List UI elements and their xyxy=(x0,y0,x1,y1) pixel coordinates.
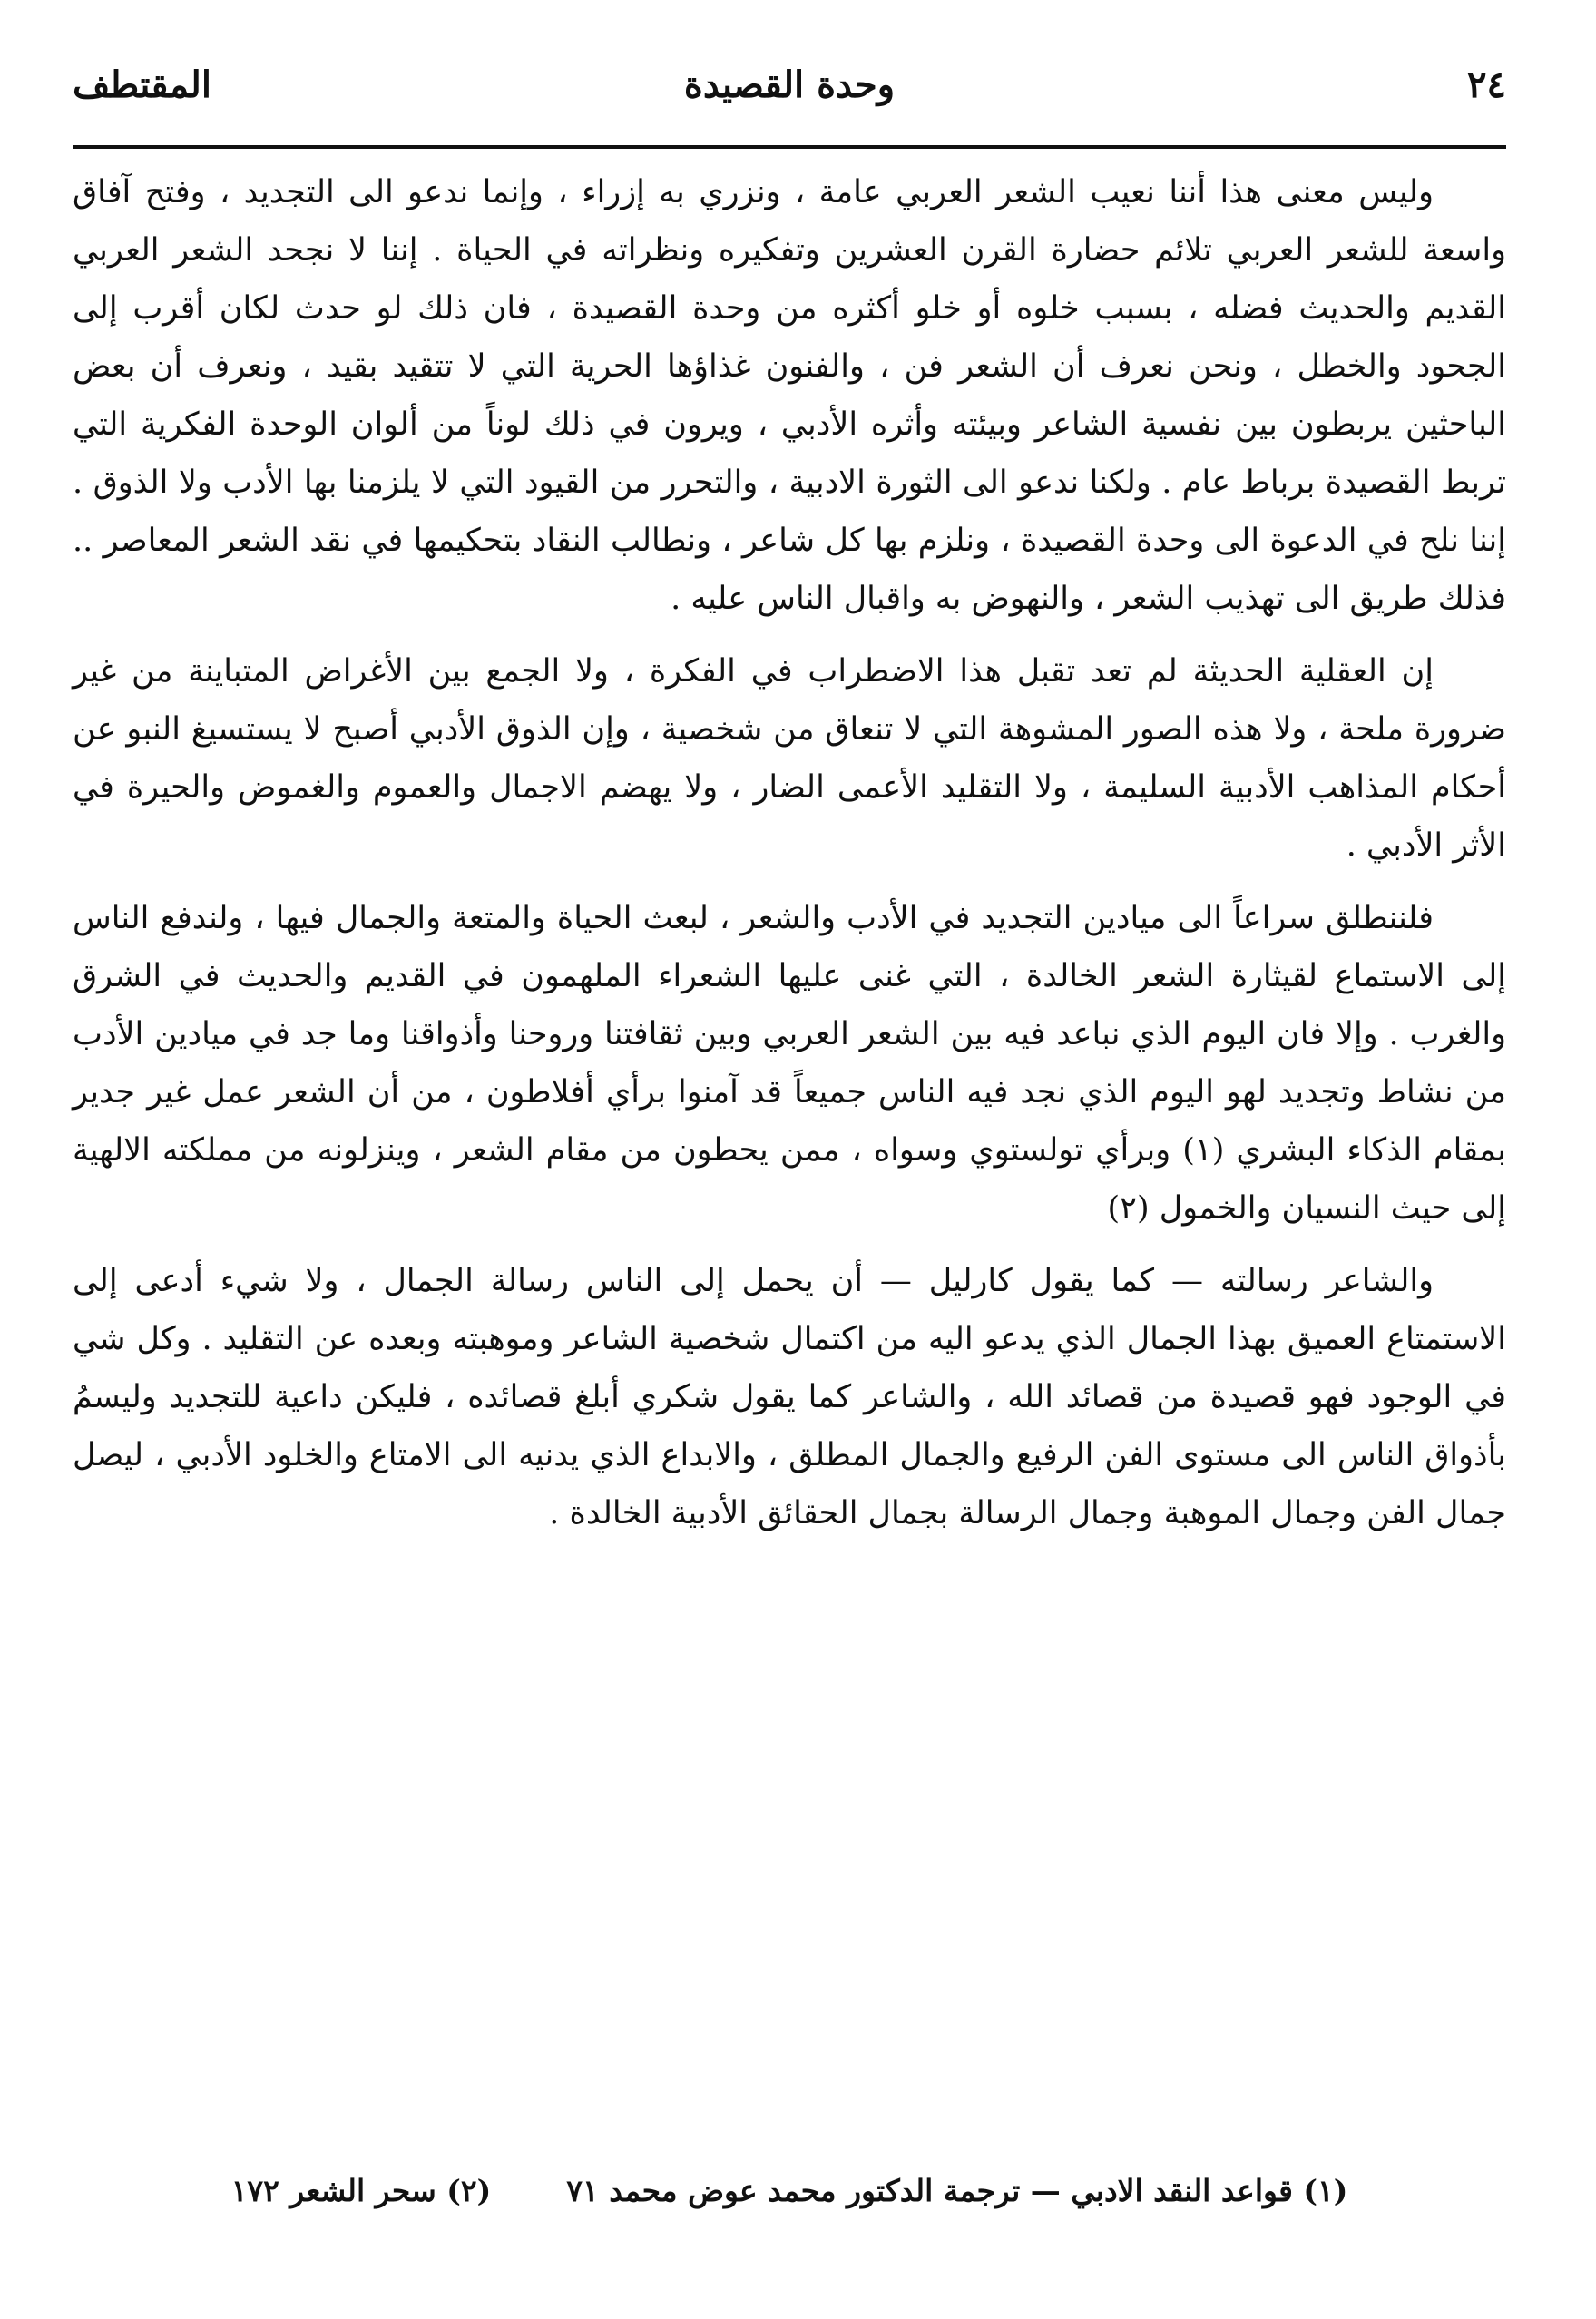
footnote-1: (١) قواعد النقد الادبي — ترجمة الدكتور محمد عوض محمد ٧١ xyxy=(566,2173,1348,2208)
paragraph: فلننطلق سراعاً الى ميادين التجديد في الأدب والشعر ، لبعث الحياة والمتعة والجمال فيها ، ولندفع الناس إلى الاستماع لقيثارة الشعر الخالدة ، التي غنى عليها الشعراء الملهمون في القديم والحديث في الشرق والغرب . وإلا فان اليوم الذي نباعد فيه بين الشعر العربي وبين ثقافتنا وروحنا وأذواقنا وما جد في ميادين الأدب من نشاط وتجديد لهو اليوم الذي نجد فيه الناس جميعاً قد آمنوا برأي أفلاطون ، من أن الشعر عمل غير جدير بمقام الذكاء البشري (١) وبرأي تولستوي وسواه ، ممن يحطون من مقام الشعر ، وينزلونه من مملكته الالهية إلى حيث النسيان والخمول (٢) xyxy=(73,900,1506,1227)
paragraph: إن العقلية الحديثة لم تعد تقبل هذا الاضطراب في الفكرة ، ولا الجمع بين الأغراض المتباينة من غير ضرورة ملحة ، ولا هذه الصور المشوهة التي لا تنعاق من شخصية ، وإن الذوق الأدبي أصبح لا يستسيغ النبو عن أحكام المذاهب الأدبية السليمة ، ولا التقليد الأعمى الضار ، ولا يهضم الاجمال والعموم والغموض والحيرة في الأثر الأدبي . xyxy=(73,653,1506,864)
article-body xyxy=(73,163,1506,1542)
footnotes xyxy=(73,2173,1506,2208)
article-title: وحدة القصيدة xyxy=(683,64,896,106)
document-page xyxy=(73,64,1506,2277)
header-rule xyxy=(73,145,1506,149)
paragraph: والشاعر رسالته — كما يقول كارليل — أن يحمل إلى الناس رسالة الجمال ، ولا شيء أدعى إلى الاستمتاع العميق بهذا الجمال الذي يدعو اليه من اكتمال شخصية الشاعر وموهبته وبعده عن التقليد . وكل شي في الوجود فهو قصيدة من قصائد الله ، والشاعر كما يقول شكري أبلغ قصائده ، فليكن داعية للتجديد وليسمُ بأذواق الناس الى مستوى الفن الرفيع والجمال المطلق ، والابداع الذي يدنيه الى الامتاع والخلود الأدبي ، ليصل جمال الفن وجمال الموهبة وجمال الرسالة بجمال الحقائق الأدبية الخالدة . xyxy=(73,1263,1506,1531)
journal-name: المقتطف xyxy=(73,64,211,106)
paragraph: وليس معنى هذا أننا نعيب الشعر العربي عامة ، ونزري به إزراء ، وإنما ندعو الى التجديد ، وفتح آفاق واسعة للشعر العربي تلائم حضارة القرن العشرين وتفكيره ونظراته في الحياة . إننا لا نجحد الشعر العربي القديم والحديث فضله ، بسبب خلوه أو خلو أكثره من وحدة القصيدة ، فان ذلك لو حدث لكان أقرب إلى الجحود والخطل ، ونحن نعرف أن الشعر فن ، والفنون غذاؤها الحرية التي لا تتقيد بقيد ، ونعرف أن بعض الباحثين يربطون بين نفسية الشاعر وبيئته وأثره الأدبي ، ويرون في ذلك لوناً من ألوان الوحدة الفكرية التي تربط القصيدة برباط عام . ولكنا ندعو الى الثورة الادبية ، والتحرر من القيود التي لا يلزمنا بها الأدب ولا الذوق . إننا نلح في الدعوة الى وحدة القصيدة ، ونلزم بها كل شاعر ، ونطالب النقاد بتحكيمها في نقد الشعر المعاصر .. فذلك طريق الى تهذيب الشعر ، والنهوض به واقبال الناس عليه . xyxy=(73,174,1506,617)
page-header xyxy=(73,64,1506,127)
page-number: ٢٤ xyxy=(1467,64,1506,106)
footnote-2: (٢) سحر الشعر ١٧٢ xyxy=(230,2173,492,2208)
